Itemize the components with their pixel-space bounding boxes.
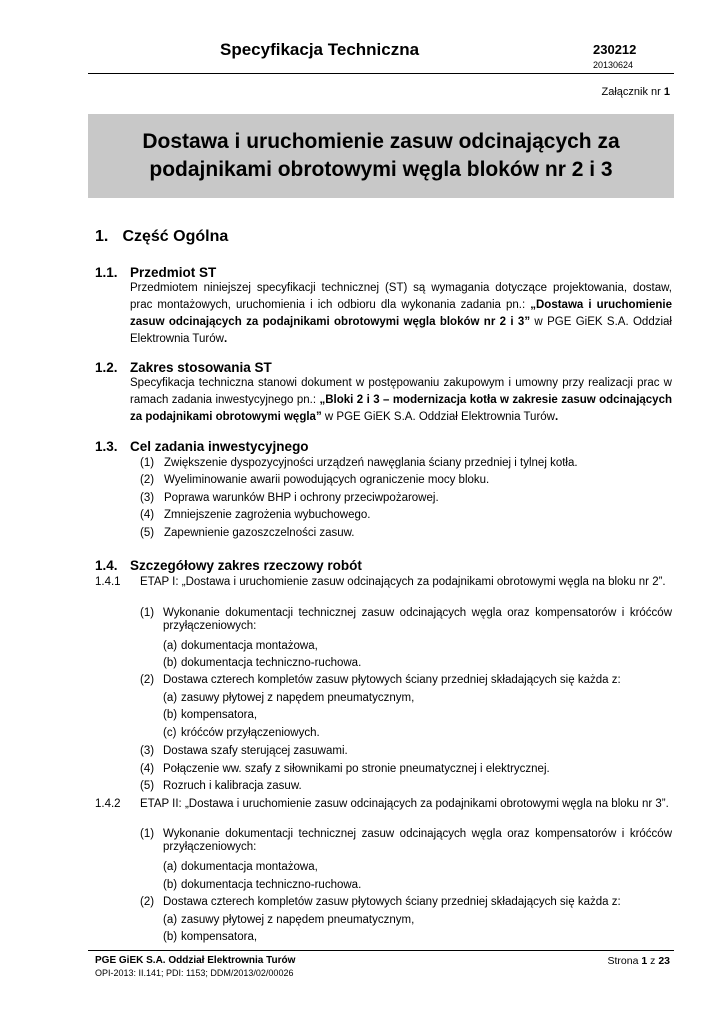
item-number: (3) xyxy=(140,745,155,757)
item-number: (4) xyxy=(140,763,155,775)
list-item xyxy=(140,507,672,524)
annex-number: 1 xyxy=(663,86,670,98)
sub-text: zasuwy płytowej z napędem pneumatycznym, xyxy=(181,914,415,926)
paragraph-text: Przedmiotem niniejszej specyfikacji technicznej (ST) są wymagania dotyczące projektowania, dostaw, prac montażowych, uruchomienia i ich odbioru dla wykonania zadania pn.: xyxy=(130,282,672,311)
paragraph-text: w PGE GiEK S.A. Oddział Elektrownia Turów xyxy=(321,411,555,423)
sub-text: króćców przyłączeniowych. xyxy=(181,727,320,739)
document-title: Specyfikacja Techniczna xyxy=(220,40,420,59)
annex-text: Załącznik nr xyxy=(601,86,661,98)
stage-1-item-2-b xyxy=(163,709,257,721)
sub-text: dokumentacja montażowa, xyxy=(181,640,318,652)
item-text: Zapewnienie gazoszczelności zasuw. xyxy=(164,526,355,539)
list-item xyxy=(140,525,672,542)
sub-number: (a) xyxy=(163,640,178,652)
section-heading-1 xyxy=(95,228,228,246)
subsection-heading-1-1 xyxy=(95,265,216,280)
item-number: (3) xyxy=(140,491,155,504)
stage-text: ETAP II: „Dostawa i uruchomienie zasuw odcinających za podajnikami obrotowymi węgla na bloku nr 3”. xyxy=(140,798,669,810)
footer-reference: OPI-2013: II.141; PDI: 1153; DDM/2013/02/00026 xyxy=(95,968,294,978)
page-number xyxy=(608,955,670,967)
sub-number: (b) xyxy=(163,709,178,721)
sub-text: dokumentacja montażowa, xyxy=(181,861,318,873)
task-name-bold: „Bloki 2 i 3 – modernizacja kotła w zakresie zasuw odcinających za podajnikami obrotowymi węgla” xyxy=(130,394,672,423)
stage-2-item-2 xyxy=(140,896,672,909)
stage-2-item-2-a xyxy=(163,914,414,926)
total-pages: 23 xyxy=(658,955,670,967)
stage-2-item-2-b xyxy=(163,931,257,943)
subsection-heading-1-4 xyxy=(95,558,362,573)
sub-text: dokumentacja techniczno-ruchowa. xyxy=(181,879,362,891)
stage-number: 1.4.2 xyxy=(95,798,121,810)
item-text: Zmniejszenie zagrożenia wybuchowego. xyxy=(164,509,371,522)
sub-text: dokumentacja techniczno-ruchowa. xyxy=(181,657,362,669)
sub-number: (b) xyxy=(163,931,178,943)
stage-2-item-1 xyxy=(140,828,672,854)
paragraph-text: w PGE GiEK S.A. Oddział Elektrownia Turów xyxy=(130,316,672,345)
item-number: (5) xyxy=(140,780,155,792)
sub-text: kompensatora, xyxy=(181,709,258,721)
list-item xyxy=(140,455,672,472)
banner-line-2: podajnikami obrotowymi węgla bloków nr 2 i 3 xyxy=(149,158,613,181)
title-banner xyxy=(88,114,674,198)
paragraph-scope xyxy=(130,375,672,426)
document-code: 230212 xyxy=(593,42,637,57)
list-item xyxy=(140,472,672,489)
stage-text: ETAP I: „Dostawa i uruchomienie zasuw odcinających za podajnikami obrotowymi węgla na bloku nr 2”. xyxy=(140,576,666,588)
subsection-number: 1.4. xyxy=(95,558,118,573)
item-text: Dostawa czterech kompletów zasuw płytowych ściany przedniej składających się każda z: xyxy=(163,674,621,686)
sub-number: (a) xyxy=(163,692,178,704)
subsection-title: Szczegółowy zakres rzeczowy robót xyxy=(130,558,362,573)
subsection-title: Przedmiot ST xyxy=(130,265,217,280)
stage-1-item-1-b xyxy=(163,657,361,669)
stage-1-item-4 xyxy=(140,763,672,776)
sub-number: (c) xyxy=(163,727,177,739)
section-title: Część Ogólna xyxy=(122,228,229,245)
page-of: z xyxy=(650,955,656,967)
item-number: (2) xyxy=(140,674,155,686)
footer-company: PGE GiEK S.A. Oddział Elektrownia Turów xyxy=(95,955,296,966)
stage-number: 1.4.1 xyxy=(95,576,121,588)
subsection-heading-1-2 xyxy=(95,360,272,375)
item-number: (1) xyxy=(140,457,155,469)
item-number: (1) xyxy=(140,607,155,619)
stage-1 xyxy=(95,576,673,589)
stage-2-item-1-a xyxy=(163,861,318,873)
section-number: 1. xyxy=(95,228,109,245)
stage-1-item-1 xyxy=(140,607,672,633)
page-label: Strona xyxy=(607,955,639,967)
paragraph-text: Specyfikacja techniczna stanowi dokument w postępowaniu zakupowym i umowny przy realizacji prac w ramach zadania inwestycyjnego pn.: xyxy=(130,377,672,406)
item-text: Poprawa warunków BHP i ochrony przeciwpożarowej. xyxy=(164,491,439,504)
stage-1-item-2-a xyxy=(163,692,414,704)
annex-label xyxy=(602,86,670,98)
item-text: Wykonanie dokumentacji technicznej zasuw odcinających węgla oraz kompensatorów i króćców przyłączeniowych: xyxy=(163,828,672,853)
item-number: (1) xyxy=(140,828,155,840)
sub-number: (a) xyxy=(163,914,178,926)
list-item xyxy=(140,490,672,507)
sub-number: (b) xyxy=(163,879,178,891)
paragraph-subject xyxy=(130,280,672,348)
sub-number: (b) xyxy=(163,657,178,669)
item-number: (5) xyxy=(140,526,155,539)
sub-number: (a) xyxy=(163,861,178,873)
item-text: Zwiększenie dyspozycyjności urządzeń nawęglania ściany przedniej i tylnej kotła. xyxy=(164,457,578,469)
paragraph-period: . xyxy=(223,333,228,345)
goals-list xyxy=(140,455,672,542)
current-page: 1 xyxy=(641,955,648,967)
banner-line-1: Dostawa i uruchomienie zasuw odcinających za xyxy=(142,130,620,153)
item-text: Rozruch i kalibracja zasuw. xyxy=(163,780,302,792)
stage-1-item-5 xyxy=(140,780,672,793)
stage-2 xyxy=(95,798,673,811)
stage-1-item-1-a xyxy=(163,640,318,652)
subsection-number: 1.2. xyxy=(95,360,118,375)
document-date: 20130624 xyxy=(593,60,634,70)
subsection-title: Zakres stosowania ST xyxy=(130,360,272,375)
subsection-heading-1-3 xyxy=(95,439,309,454)
item-text: Wyeliminowanie awarii powodujących ograniczenie mocy bloku. xyxy=(164,474,490,487)
item-text: Dostawa szafy sterującej zasuwami. xyxy=(163,745,348,757)
item-text: Wykonanie dokumentacji technicznej zasuw odcinających węgla oraz kompensatorów i króćców przyłączeniowych: xyxy=(163,607,672,632)
page-header xyxy=(88,0,674,74)
stage-2-item-1-b xyxy=(163,879,361,891)
item-number: (4) xyxy=(140,509,155,522)
paragraph-period: . xyxy=(554,411,559,423)
item-text: Dostawa czterech kompletów zasuw płytowych ściany przedniej składających się każda z: xyxy=(163,896,621,908)
stage-1-item-3 xyxy=(140,745,672,758)
stage-1-item-2-c xyxy=(163,727,320,739)
footer-divider xyxy=(88,950,674,951)
item-number: (2) xyxy=(140,896,155,908)
subsection-title: Cel zadania inwestycyjnego xyxy=(130,439,309,454)
item-number: (2) xyxy=(140,474,155,487)
item-text: Połączenie ww. szafy z siłownikami po stronie pneumatycznej i elektrycznej. xyxy=(163,763,550,775)
subsection-number: 1.1. xyxy=(95,265,118,280)
subsection-number: 1.3. xyxy=(95,439,118,454)
stage-1-item-2 xyxy=(140,674,672,687)
task-name-bold: „Dostawa i uruchomienie zasuw odcinających za podajnikami obrotowymi węgla bloków nr 2 i 3” xyxy=(130,299,672,328)
sub-text: zasuwy płytowej z napędem pneumatycznym, xyxy=(181,692,415,704)
sub-text: kompensatora, xyxy=(181,931,258,943)
